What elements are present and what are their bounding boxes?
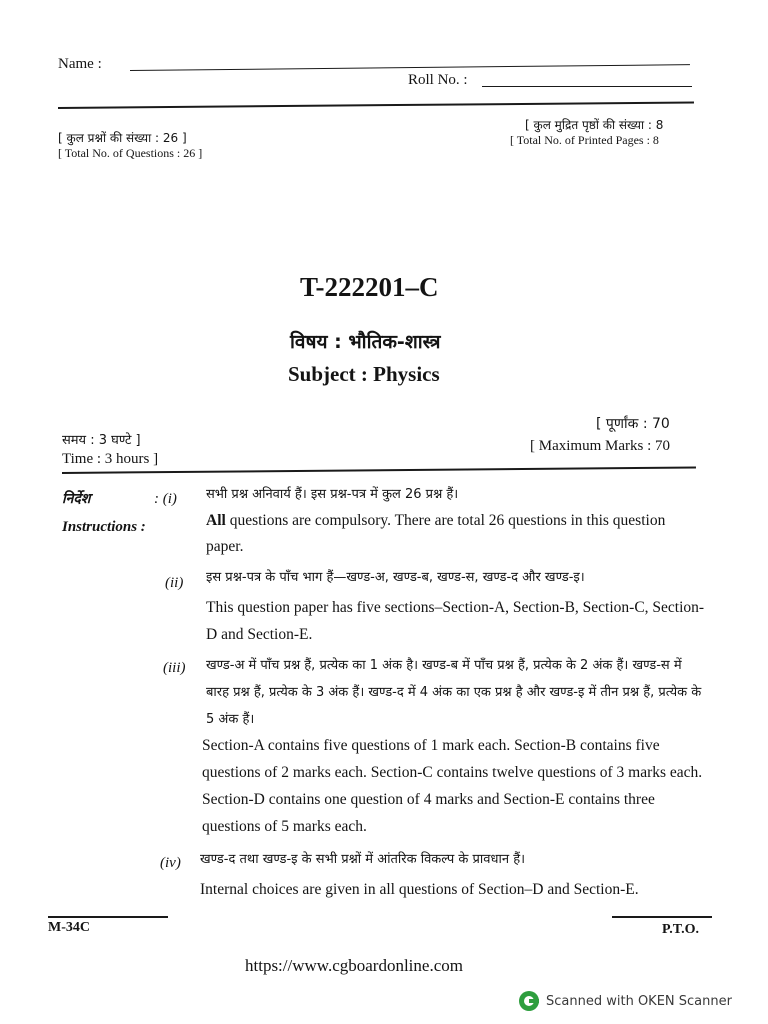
instructions-label-en: Instructions :	[62, 519, 146, 535]
instruction-hi: सभी प्रश्न अनिवार्य हैं। इस प्रश्न-पत्र में कुल 26 प्रश्न हैं।	[206, 487, 459, 502]
instruction-hi: खण्ड-अ में पाँच प्रश्न हैं, प्रत्येक का 1 अंक है। खण्ड-ब में पाँच प्रश्न हैं, प्रत्येक के 2 अंक हैं। खण्ड-स में बारह प्रश्न हैं, प्रत्येक के 3 अंक हैं। खण्ड-द में 4 अंक का एक प्रश्न है और खण्ड-इ में तीन प्रश्न हैं, प्रत्येक के 5 अंक हैं।	[206, 658, 702, 727]
subject-en: Subject : Physics	[288, 362, 440, 386]
scanner-text: Scanned with OKEN Scanner	[546, 993, 732, 1009]
instruction-en-text: questions are compulsory. There are total 26 questions in this question paper.	[206, 512, 666, 555]
instruction-number: (ii)	[165, 575, 184, 591]
paper-footer-code: M-34C	[48, 920, 90, 935]
instruction-en-emphasis: All	[206, 512, 226, 529]
instruction-hi: खण्ड-द तथा खण्ड-इ के सभी प्रश्नों में आंतरिक विकल्प के प्रावधान हैं।	[200, 852, 526, 867]
subject-hi: विषय : भौतिक-शास्त्र	[290, 331, 441, 353]
instructions-label-hi: निर्देश	[62, 491, 91, 507]
pages-count-en: [ Total No. of Printed Pages : 8	[510, 133, 659, 147]
instruction-en: This question paper has five sections–Section-A, Section-B, Section-C, Section-D and Section-E.	[206, 599, 705, 643]
time-hi: समय : 3 घण्टे ]	[62, 433, 141, 448]
marks-hi: [ पूर्णांक : 70	[596, 416, 670, 432]
questions-count-en: [ Total No. of Questions : 26 ]	[58, 146, 203, 160]
questions-count-hi: [ कुल प्रश्नों की संख्या : 26 ]	[58, 131, 187, 145]
footer-rule-right	[612, 916, 712, 918]
source-url[interactable]: https://www.cgboardonline.com	[245, 956, 463, 975]
roll-label: Roll No. :	[408, 72, 468, 88]
pto-label: P.T.O.	[662, 922, 699, 937]
instruction-en	[206, 508, 702, 560]
header-rule	[58, 101, 694, 109]
instruction-number: : (i)	[154, 491, 177, 507]
instruction-en: Internal choices are given in all questions of Section–D and Section-E.	[200, 881, 639, 898]
instruction-hi: इस प्रश्न-पत्र के पाँच भाग हैं—खण्ड-अ, खण्ड-ब, खण्ड-स, खण्ड-द और खण्ड-इ।	[206, 570, 585, 585]
footer-rule-left	[48, 916, 168, 918]
scanner-watermark	[518, 990, 732, 1012]
roll-line	[482, 86, 692, 87]
instruction-number: (iii)	[163, 660, 186, 676]
pages-count-hi: [ कुल मुद्रित पृष्ठों की संख्या : 8	[525, 118, 664, 132]
name-label: Name :	[58, 56, 102, 72]
marks-en: [ Maximum Marks : 70	[530, 438, 670, 454]
time-en: Time : 3 hours ]	[62, 451, 159, 467]
instruction-number: (iv)	[160, 855, 181, 871]
name-line	[130, 64, 690, 71]
scanner-logo-icon	[518, 990, 540, 1012]
paper-code: T-222201–C	[300, 272, 439, 302]
instruction-en: Section-A contains five questions of 1 mark each. Section-B contains five questions of 2 marks each. Section-C contains twelve questions of 3 marks each. Section-D contains one question of 4 marks and Section-E contains three questions of 5 marks each.	[202, 737, 703, 835]
